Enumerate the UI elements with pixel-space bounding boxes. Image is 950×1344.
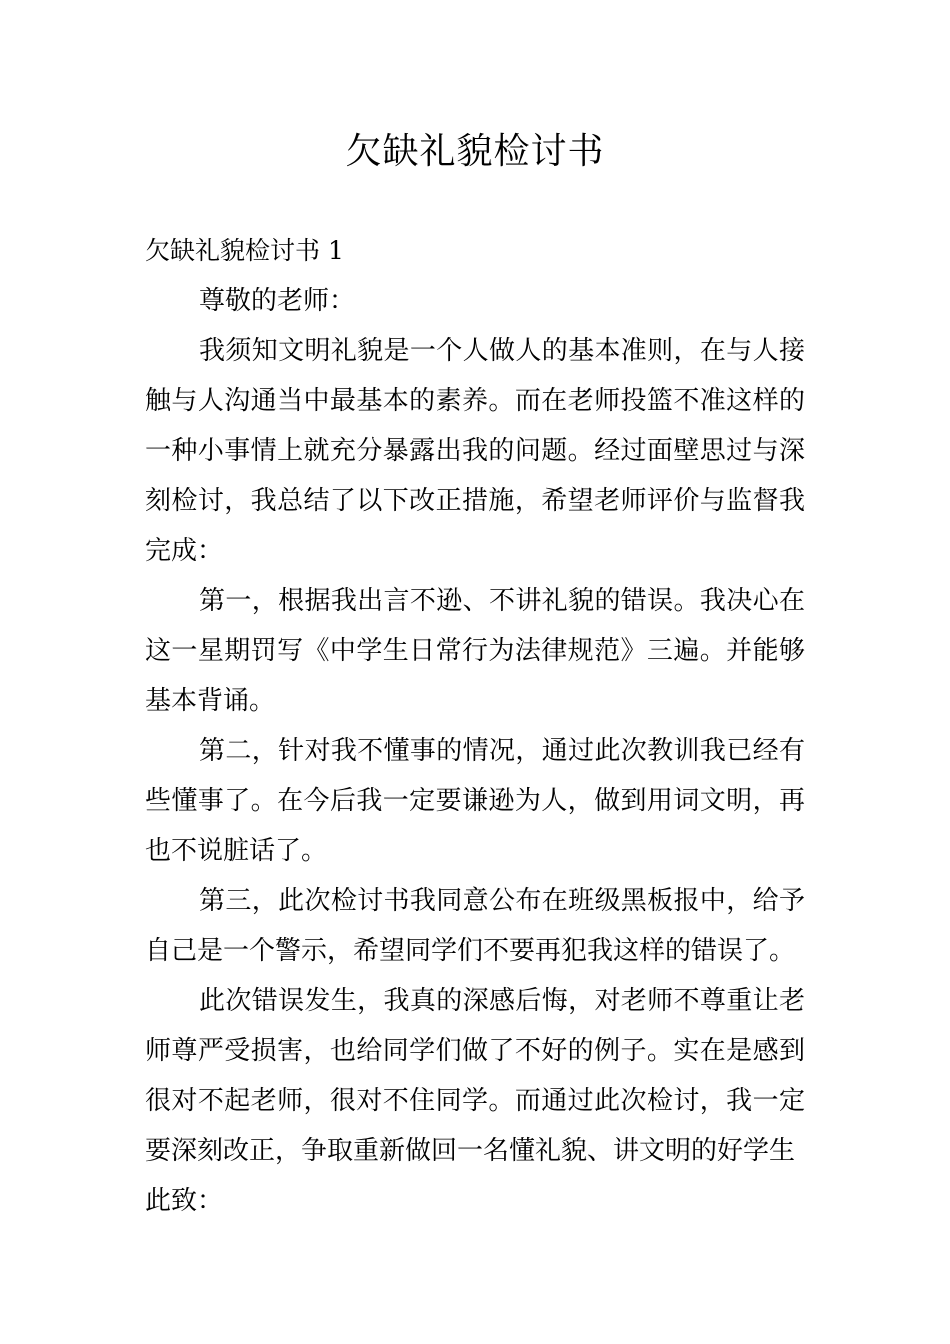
- paragraph-second: 第二，针对我不懂事的情况，通过此次教训我已经有些懂事了。在今后我一定要谦逊为人，做到用词文明，再也不说脏话了。: [145, 736, 805, 866]
- paragraph-regret: 此次错误发生，我真的深感后悔，对老师不尊重让老师尊严受损害，也给同学们做了不好的例子。实在是感到很对不起老师，很对不住同学。而通过此次检讨，我一定要深刻改正，争取重新做回一名懂礼貌、讲文明的好学生: [145, 986, 805, 1166]
- paragraph-third: 第三，此次检讨书我同意公布在班级黑板报中，给予自己是一个警示，希望同学们不要再犯我这样的错误了。: [145, 886, 805, 966]
- salutation: 尊敬的老师：: [199, 286, 356, 316]
- paragraph-intro: 我须知文明礼貌是一个人做人的基本准则，在与人接触与人沟通当中最基本的素养。而在老师投篮不准这样的一种小事情上就充分暴露出我的问题。经过面壁思过与深刻检讨，我总结了以下改正措施，希望老师评价与监督我完成：: [145, 336, 805, 566]
- paragraph-first: 第一，根据我出言不逊、不讲礼貌的错误。我决心在这一星期罚写《中学生日常行为法律规范》三遍。并能够基本背诵。: [145, 586, 805, 716]
- document-body: [145, 226, 805, 1226]
- closing-line: 此致：: [145, 1186, 224, 1216]
- document-title: 欠缺礼貌检讨书: [345, 131, 605, 172]
- section-subtitle: 欠缺礼貌检讨书 1: [145, 236, 344, 265]
